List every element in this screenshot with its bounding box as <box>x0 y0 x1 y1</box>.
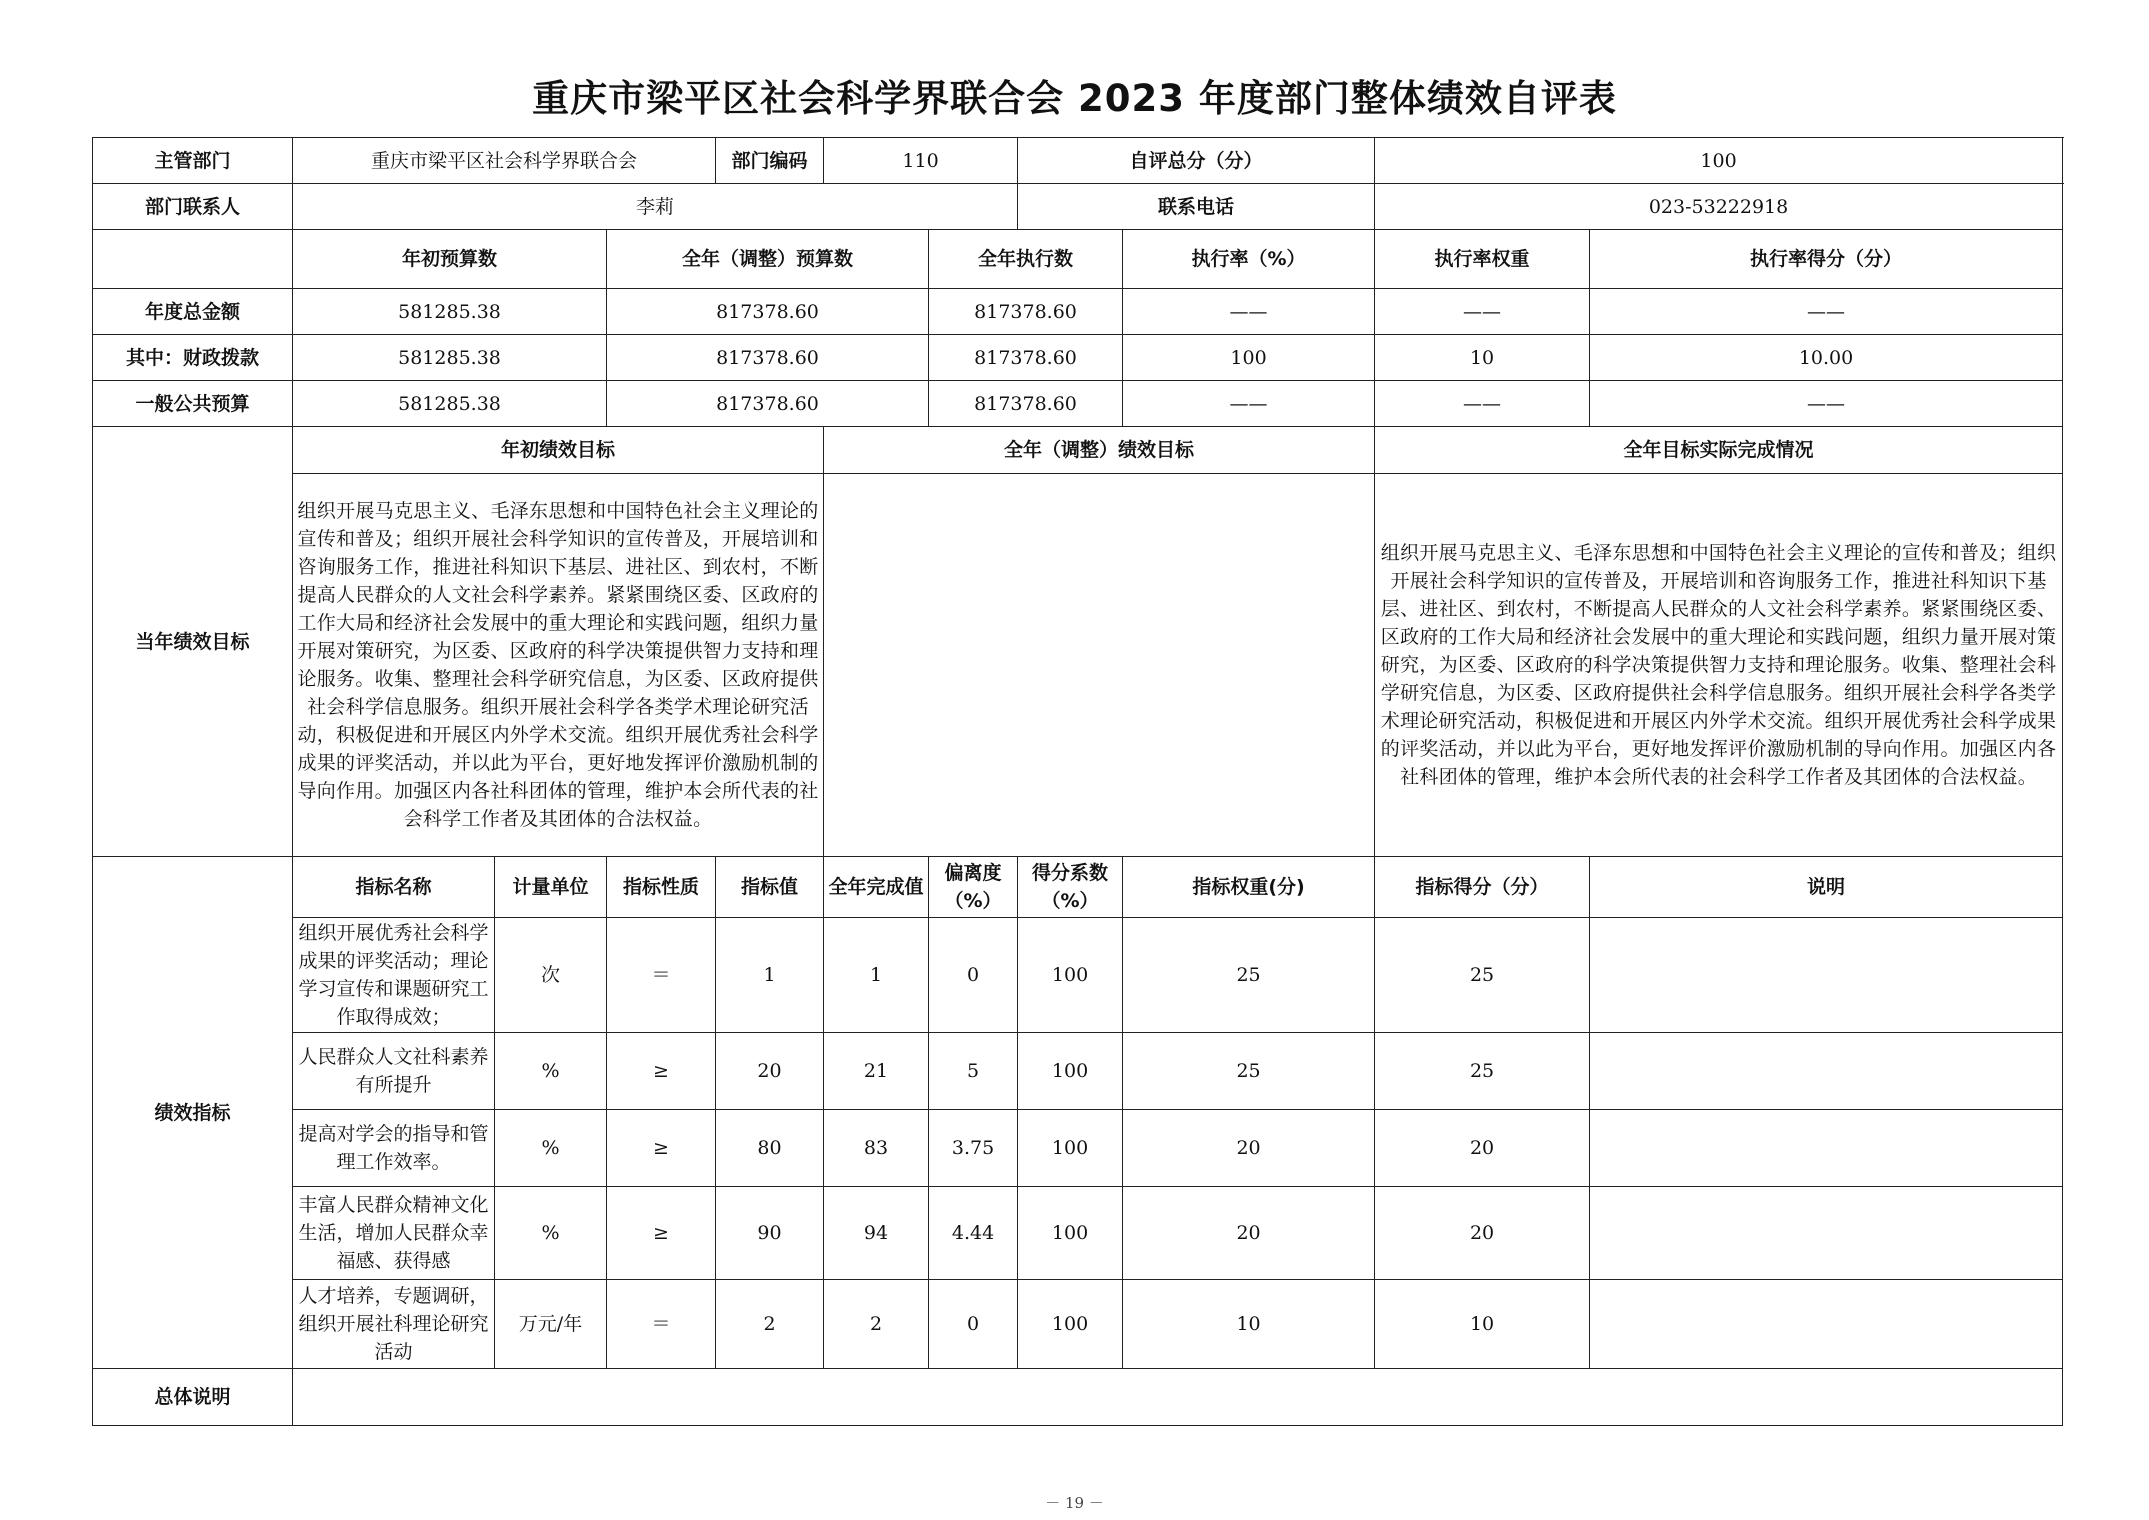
ind-weight: 10 <box>1123 1280 1375 1369</box>
score-value: 100 <box>1375 138 2063 184</box>
goals-text-row <box>93 474 2063 857</box>
summary-value <box>293 1369 2063 1426</box>
ind-target: 80 <box>716 1110 824 1187</box>
ind-score: 10 <box>1375 1280 1590 1369</box>
budget-adjusted: 817378.60 <box>607 335 929 381</box>
page-title: 重庆市梁平区社会科学界联合会 2023 年度部门整体绩效自评表 <box>532 77 1617 120</box>
ind-name: 人民群众人文社科素养有所提升 <box>293 1033 495 1110</box>
ind-note <box>1590 918 2063 1033</box>
budget-rate: 100 <box>1123 335 1375 381</box>
budget-score: 10.00 <box>1590 335 2063 381</box>
ind-coef: 100 <box>1018 1110 1123 1187</box>
ind-header-note: 说明 <box>1590 857 2063 918</box>
ind-nature: ≥ <box>607 1033 716 1110</box>
budget-rate: —— <box>1123 381 1375 427</box>
ind-score: 20 <box>1375 1110 1590 1187</box>
budget-rate: —— <box>1123 289 1375 335</box>
ind-coef: 100 <box>1018 918 1123 1033</box>
summary-row <box>93 1369 2063 1426</box>
budget-header-score: 执行率得分（分） <box>1590 230 2063 289</box>
ind-weight: 20 <box>1123 1110 1375 1187</box>
page-number: － 19 － <box>1045 1494 1104 1512</box>
budget-weight: —— <box>1375 381 1590 427</box>
performance-table <box>92 137 2063 1426</box>
ind-target: 20 <box>716 1033 824 1110</box>
ind-header-deviation: 偏离度（%） <box>929 857 1018 918</box>
code-label: 部门编码 <box>716 138 824 184</box>
ind-coef: 100 <box>1018 1280 1123 1369</box>
budget-header-initial: 年初预算数 <box>293 230 607 289</box>
code-value: 110 <box>824 138 1018 184</box>
summary-label: 总体说明 <box>93 1369 293 1426</box>
indicator-row <box>93 1110 2063 1187</box>
indicators-label: 绩效指标 <box>93 857 293 1369</box>
ind-header-actual: 全年完成值 <box>824 857 929 918</box>
ind-deviation: 0 <box>929 1280 1018 1369</box>
ind-note <box>1590 1110 2063 1187</box>
ind-unit: 万元/年 <box>495 1280 607 1369</box>
ind-nature: ≥ <box>607 1187 716 1280</box>
ind-deviation: 4.44 <box>929 1187 1018 1280</box>
budget-header-rate: 执行率（%） <box>1123 230 1375 289</box>
score-label: 自评总分（分） <box>1018 138 1375 184</box>
ind-actual: 21 <box>824 1033 929 1110</box>
ind-note <box>1590 1187 2063 1280</box>
budget-row-label: 年度总金额 <box>93 289 293 335</box>
goals-actual-header: 全年目标实际完成情况 <box>1375 427 2063 474</box>
budget-weight: —— <box>1375 289 1590 335</box>
ind-score: 20 <box>1375 1187 1590 1280</box>
budget-initial: 581285.38 <box>293 289 607 335</box>
phone-label: 联系电话 <box>1018 184 1375 230</box>
ind-target: 1 <box>716 918 824 1033</box>
indicator-row <box>93 918 2063 1033</box>
budget-header-row <box>93 230 2063 289</box>
budget-header-executed: 全年执行数 <box>929 230 1123 289</box>
indicator-row <box>93 1280 2063 1369</box>
indicator-row <box>93 1187 2063 1280</box>
ind-actual: 94 <box>824 1187 929 1280</box>
ind-nature: ＝ <box>607 1280 716 1369</box>
ind-target: 90 <box>716 1187 824 1280</box>
dept-label: 主管部门 <box>93 138 293 184</box>
budget-row-label: 一般公共预算 <box>93 381 293 427</box>
indicator-row <box>93 1033 2063 1110</box>
budget-header-blank <box>93 230 293 289</box>
ind-name: 人才培养，专题调研，组织开展社科理论研究活动 <box>293 1280 495 1369</box>
indicators-header-row <box>93 857 2063 918</box>
budget-initial: 581285.38 <box>293 381 607 427</box>
budget-row-label: 其中：财政拨款 <box>93 335 293 381</box>
ind-actual: 1 <box>824 918 929 1033</box>
budget-executed: 817378.60 <box>929 335 1123 381</box>
ind-target: 2 <box>716 1280 824 1369</box>
dept-value: 重庆市梁平区社会科学界联合会 <box>293 138 716 184</box>
ind-name: 丰富人民群众精神文化生活，增加人民群众幸福感、获得感 <box>293 1187 495 1280</box>
ind-coef: 100 <box>1018 1187 1123 1280</box>
ind-coef: 100 <box>1018 1033 1123 1110</box>
contact-label: 部门联系人 <box>93 184 293 230</box>
budget-adjusted: 817378.60 <box>607 381 929 427</box>
goals-header-row <box>93 427 2063 474</box>
ind-weight: 25 <box>1123 918 1375 1033</box>
ind-nature: ＝ <box>607 918 716 1033</box>
budget-executed: 817378.60 <box>929 381 1123 427</box>
ind-actual: 83 <box>824 1110 929 1187</box>
ind-note <box>1590 1033 2063 1110</box>
ind-score: 25 <box>1375 918 1590 1033</box>
ind-actual: 2 <box>824 1280 929 1369</box>
ind-nature: ≥ <box>607 1110 716 1187</box>
budget-initial: 581285.38 <box>293 335 607 381</box>
budget-row <box>93 289 2063 335</box>
budget-weight: 10 <box>1375 335 1590 381</box>
ind-header-weight: 指标权重(分) <box>1123 857 1375 918</box>
ind-weight: 25 <box>1123 1033 1375 1110</box>
ind-name: 提高对学会的指导和管理工作效率。 <box>293 1110 495 1187</box>
ind-unit: 次 <box>495 918 607 1033</box>
ind-header-nature: 指标性质 <box>607 857 716 918</box>
ind-header-target: 指标值 <box>716 857 824 918</box>
phone-value: 023-53222918 <box>1375 184 2063 230</box>
ind-weight: 20 <box>1123 1187 1375 1280</box>
budget-score: —— <box>1590 289 2063 335</box>
ind-unit: % <box>495 1033 607 1110</box>
goals-adjusted-text <box>824 474 1375 857</box>
ind-score: 25 <box>1375 1033 1590 1110</box>
ind-deviation: 5 <box>929 1033 1018 1110</box>
dept-row <box>93 138 2063 184</box>
ind-header-unit: 计量单位 <box>495 857 607 918</box>
ind-unit: % <box>495 1187 607 1280</box>
ind-header-coef: 得分系数（%） <box>1018 857 1123 918</box>
budget-row <box>93 335 2063 381</box>
budget-header-weight: 执行率权重 <box>1375 230 1590 289</box>
budget-row <box>93 381 2063 427</box>
ind-unit: % <box>495 1110 607 1187</box>
budget-adjusted: 817378.60 <box>607 289 929 335</box>
goals-initial-header: 年初绩效目标 <box>293 427 824 474</box>
contact-value: 李莉 <box>293 184 1018 230</box>
ind-deviation: 0 <box>929 918 1018 1033</box>
ind-name: 组织开展优秀社会科学成果的评奖活动；理论学习宣传和课题研究工作取得成效； <box>293 918 495 1033</box>
budget-header-adjusted: 全年（调整）预算数 <box>607 230 929 289</box>
ind-header-score: 指标得分（分） <box>1375 857 1590 918</box>
ind-deviation: 3.75 <box>929 1110 1018 1187</box>
contact-row <box>93 184 2063 230</box>
goals-label: 当年绩效目标 <box>93 427 293 857</box>
budget-executed: 817378.60 <box>929 289 1123 335</box>
goals-actual-text: 组织开展马克思主义、毛泽东思想和中国特色社会主义理论的宣传和普及；组织开展社会科学知识的宣传普及，开展培训和咨询服务工作，推进社科知识下基层、进社区、到农村，不断提高人民群众的人文社会科学素养。紧紧围绕区委、区政府的工作大局和经济社会发展中的重大理论和实践问题，组织力量开展对策研究，为区委、区政府的科学决策提供智力支持和理论服务。收集、整理社会科学研究信息，为区委、区政府提供社会科学信息服务。组织开展社会科学各类学术理论研究活动，积极促进和开展区内外学术交流。组织开展优秀社会科学成果的评奖活动，并以此为平台，更好地发挥评价激励机制的导向作用。加强区内各社科团体的管理，维护本会所代表的社会科学工作者及其团体的合法权益。 <box>1375 474 2063 857</box>
budget-score: —— <box>1590 381 2063 427</box>
ind-header-name: 指标名称 <box>293 857 495 918</box>
ind-note <box>1590 1280 2063 1369</box>
goals-initial-text: 组织开展马克思主义、毛泽东思想和中国特色社会主义理论的宣传和普及；组织开展社会科学知识的宣传普及，开展培训和咨询服务工作，推进社科知识下基层、进社区、到农村，不断提高人民群众的人文社会科学素养。紧紧围绕区委、区政府的工作大局和经济社会发展中的重大理论和实践问题，组织力量开展对策研究，为区委、区政府的科学决策提供智力支持和理论服务。收集、整理社会科学研究信息，为区委、区政府提供社会科学信息服务。组织开展社会科学各类学术理论研究活动，积极促进和开展区内外学术交流。组织开展优秀社会科学成果的评奖活动，并以此为平台，更好地发挥评价激励机制的导向作用。加强区内各社科团体的管理，维护本会所代表的社会科学工作者及其团体的合法权益。 <box>293 474 824 857</box>
goals-adjusted-header: 全年（调整）绩效目标 <box>824 427 1375 474</box>
